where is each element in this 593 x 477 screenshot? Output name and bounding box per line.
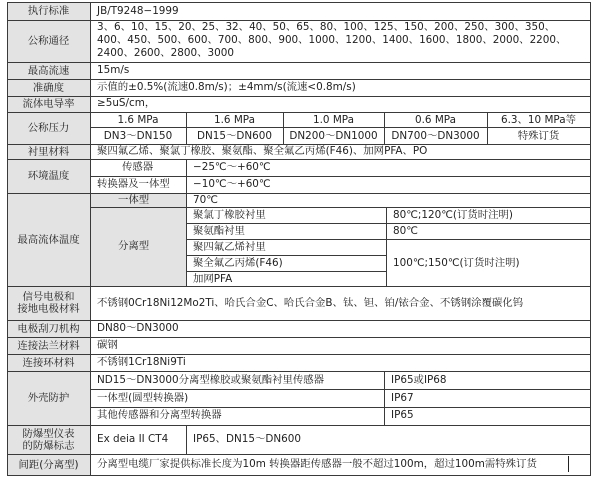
row-header-nominal-diameter: [7, 20, 90, 62]
row-header-lining: [7, 144, 90, 159]
grid-line: [7, 2, 591, 3]
ground-ring-value: 不锈钢1Cr18Ni9Ti: [97, 356, 186, 368]
row-header-conductivity: [7, 96, 90, 112]
grid-line: [90, 176, 591, 177]
scraper-label: 电极刮刀机构: [17, 322, 80, 335]
distance-label: 间距(分离型): [18, 458, 79, 471]
conductivity-value: ≥5uS/cm，: [97, 97, 156, 109]
env-temp-sensor-value: −25℃～+60℃: [193, 161, 271, 173]
grid-line: [7, 475, 591, 476]
pressure-label: 公称压力: [27, 122, 70, 134]
grid-line: [7, 62, 591, 63]
grid-line: [186, 159, 187, 193]
grid-line: [90, 2, 91, 476]
explosion-label-line1: 防爆型仪表: [22, 427, 75, 440]
grid-line: [186, 193, 187, 286]
row-header-standard: [7, 2, 90, 20]
grid-line: [384, 371, 385, 425]
split-type-label: 分离型: [118, 240, 150, 252]
grid-line: [90, 407, 591, 408]
pressure-col-4-value: 0.6 MPa: [415, 114, 456, 126]
pu-lining-value: 80℃: [393, 225, 418, 237]
flange-label: 连接法兰材料: [17, 339, 80, 352]
ptfe-lining-label: 聚四氟乙烯衬里: [193, 241, 266, 253]
nominal-diameter-line-1: 3、6、10、15、20、25、32、40、50、65、80、100、125、150、200、250、300、350、: [97, 21, 556, 33]
explosion-detail: IP65、DN15～DN600: [193, 433, 301, 445]
max-velocity-value: 15m/s: [97, 64, 130, 76]
text-cursor: [568, 456, 569, 472]
grid-line: [186, 425, 187, 454]
row-header-ground-ring: [7, 354, 90, 371]
nominal-diameter-label: 公称通径: [27, 35, 70, 47]
integral-type-label: 一体型: [118, 194, 150, 206]
env-temp-label: 环境温度: [27, 170, 70, 182]
grid-line: [7, 454, 591, 455]
row-header-accuracy: [7, 79, 90, 96]
lining-value: 聚四氟乙烯、聚氯丁橡胶、聚氨酯、聚全氟乙丙烯(F46)、加网PFA、PO: [97, 145, 428, 157]
enclosure-item-1: ND15～DN3000分离型橡胶或聚氨酯衬里传感器: [97, 374, 325, 386]
standard-value: JB/T9248−1999: [97, 5, 179, 17]
pressure-col-3-range: DN200～DN1000: [289, 130, 378, 142]
conductivity-label: 流体电导率: [22, 98, 75, 110]
explosion-label-line2: 的防爆标志: [22, 439, 75, 452]
grid-line: [7, 2, 8, 476]
row-header-max-fluid-temp: [7, 193, 90, 286]
enclosure-item-3: 其他传感器和分离型转换器: [97, 409, 222, 421]
pressure-col-2-range: DN15～DN600: [197, 130, 272, 142]
accuracy-value: 示值的±0.5%(流速0.8m/s)；±4mm/s(流速<0.8m/s): [97, 81, 356, 93]
row-header-electrodes: [7, 286, 90, 320]
pfa-lining-label: 加网PFA: [193, 273, 233, 285]
pressure-col-5-value: 6.3、10 MPa等: [501, 114, 576, 126]
nominal-diameter-line-3: 2400、2600、2800、3000: [97, 47, 234, 59]
enclosure-rating-2: IP67: [391, 392, 414, 404]
fluoro-lining-value: 100℃;150℃(订货时注明): [393, 257, 520, 269]
max-velocity-label: 最高流速: [27, 64, 70, 77]
distance-value: 分离型电缆厂家提供标准长度为10m 转换器距传感器一般不超过100m，超过100m需特殊订货: [97, 458, 537, 470]
grid-line: [7, 425, 591, 426]
pressure-col-2-value: 1.6 MPa: [214, 114, 255, 126]
explosion-mark: Ex deia II CT4: [97, 433, 169, 445]
nominal-diameter-line-2: 400、450、500、600、700、800、900、1000、1200、1400、1600、1800、2000、2200、: [97, 34, 567, 46]
lining-label: 衬里材料: [27, 145, 70, 158]
env-temp-converter-label: 转换器及一体型: [97, 178, 170, 190]
grid-line: [186, 223, 591, 224]
rubber-lining-label: 聚氯丁橡胶衬里: [193, 209, 266, 221]
accuracy-label: 准确度: [32, 81, 65, 94]
env-temp-converter-value: −10℃～+60℃: [193, 178, 271, 190]
grid-line: [7, 159, 591, 160]
pressure-col-1-range: DN3～DN150: [103, 130, 173, 142]
electrodes-label-line2: 接地电极材料: [17, 303, 80, 315]
grid-line: [90, 127, 591, 128]
env-temp-sensor-label: 传感器: [122, 161, 154, 173]
flange-value: 碳钢: [97, 339, 118, 351]
grid-line: [386, 207, 387, 286]
pressure-col-4-range: DN700～DN3000: [391, 130, 480, 142]
enclosure-rating-3: IP65: [391, 409, 414, 421]
integral-type-value: 70℃: [193, 194, 218, 206]
standard-label: 执行标准: [27, 5, 70, 17]
enclosure-rating-1: IP65或IP68: [391, 374, 447, 386]
row-header-explosion: [7, 425, 90, 454]
grid-line: [7, 286, 591, 287]
pu-lining-label: 聚氨酯衬里: [193, 225, 245, 237]
grid-line: [7, 193, 591, 194]
scraper-value: DN80～DN3000: [97, 322, 179, 334]
row-header-max-velocity: [7, 62, 90, 79]
enclosure-item-2: 一体型(圆型转换器): [97, 392, 189, 404]
row-header-flange: [7, 337, 90, 354]
enclosure-label: 外壳防护: [27, 392, 70, 404]
row-header-distance: [7, 454, 90, 475]
grid-line: [7, 320, 591, 321]
ground-ring-label: 连接环材料: [22, 356, 75, 369]
row-header-env-temp: [7, 159, 90, 193]
grid-line: [7, 371, 591, 372]
electrodes-value: 不锈钢0Cr18Ni12Mo2Ti、哈氏合金C、哈氏合金B、钛、钽、铂/铱合金、不锈钢涂覆碳化钨: [97, 297, 524, 309]
electrodes-label-line1: 信号电极和: [22, 291, 75, 303]
grid-line: [7, 96, 591, 97]
rubber-lining-value: 80℃;120℃(订货时注明): [393, 209, 513, 221]
grid-line: [186, 255, 386, 256]
row-header-enclosure: [7, 371, 90, 425]
grid-line: [590, 2, 591, 476]
grid-line: [7, 354, 591, 355]
grid-line: [186, 271, 386, 272]
grid-line: [7, 112, 591, 113]
grid-line: [90, 207, 591, 208]
row-header-scraper: [7, 320, 90, 337]
grid-line: [90, 389, 591, 390]
max-fluid-temp-label: 最高流体温度: [17, 233, 80, 246]
pressure-col-1-value: 1.6 MPa: [117, 114, 159, 126]
grid-line: [7, 79, 591, 80]
grid-line: [7, 337, 591, 338]
pressure-col-5-range: 特殊订货: [517, 130, 560, 142]
pressure-col-3-value: 1.0 MPa: [313, 114, 354, 126]
grid-line: [186, 239, 591, 240]
row-header-pressure: [7, 112, 90, 144]
fep-lining-label: 聚全氟乙丙烯(F46): [193, 257, 283, 269]
